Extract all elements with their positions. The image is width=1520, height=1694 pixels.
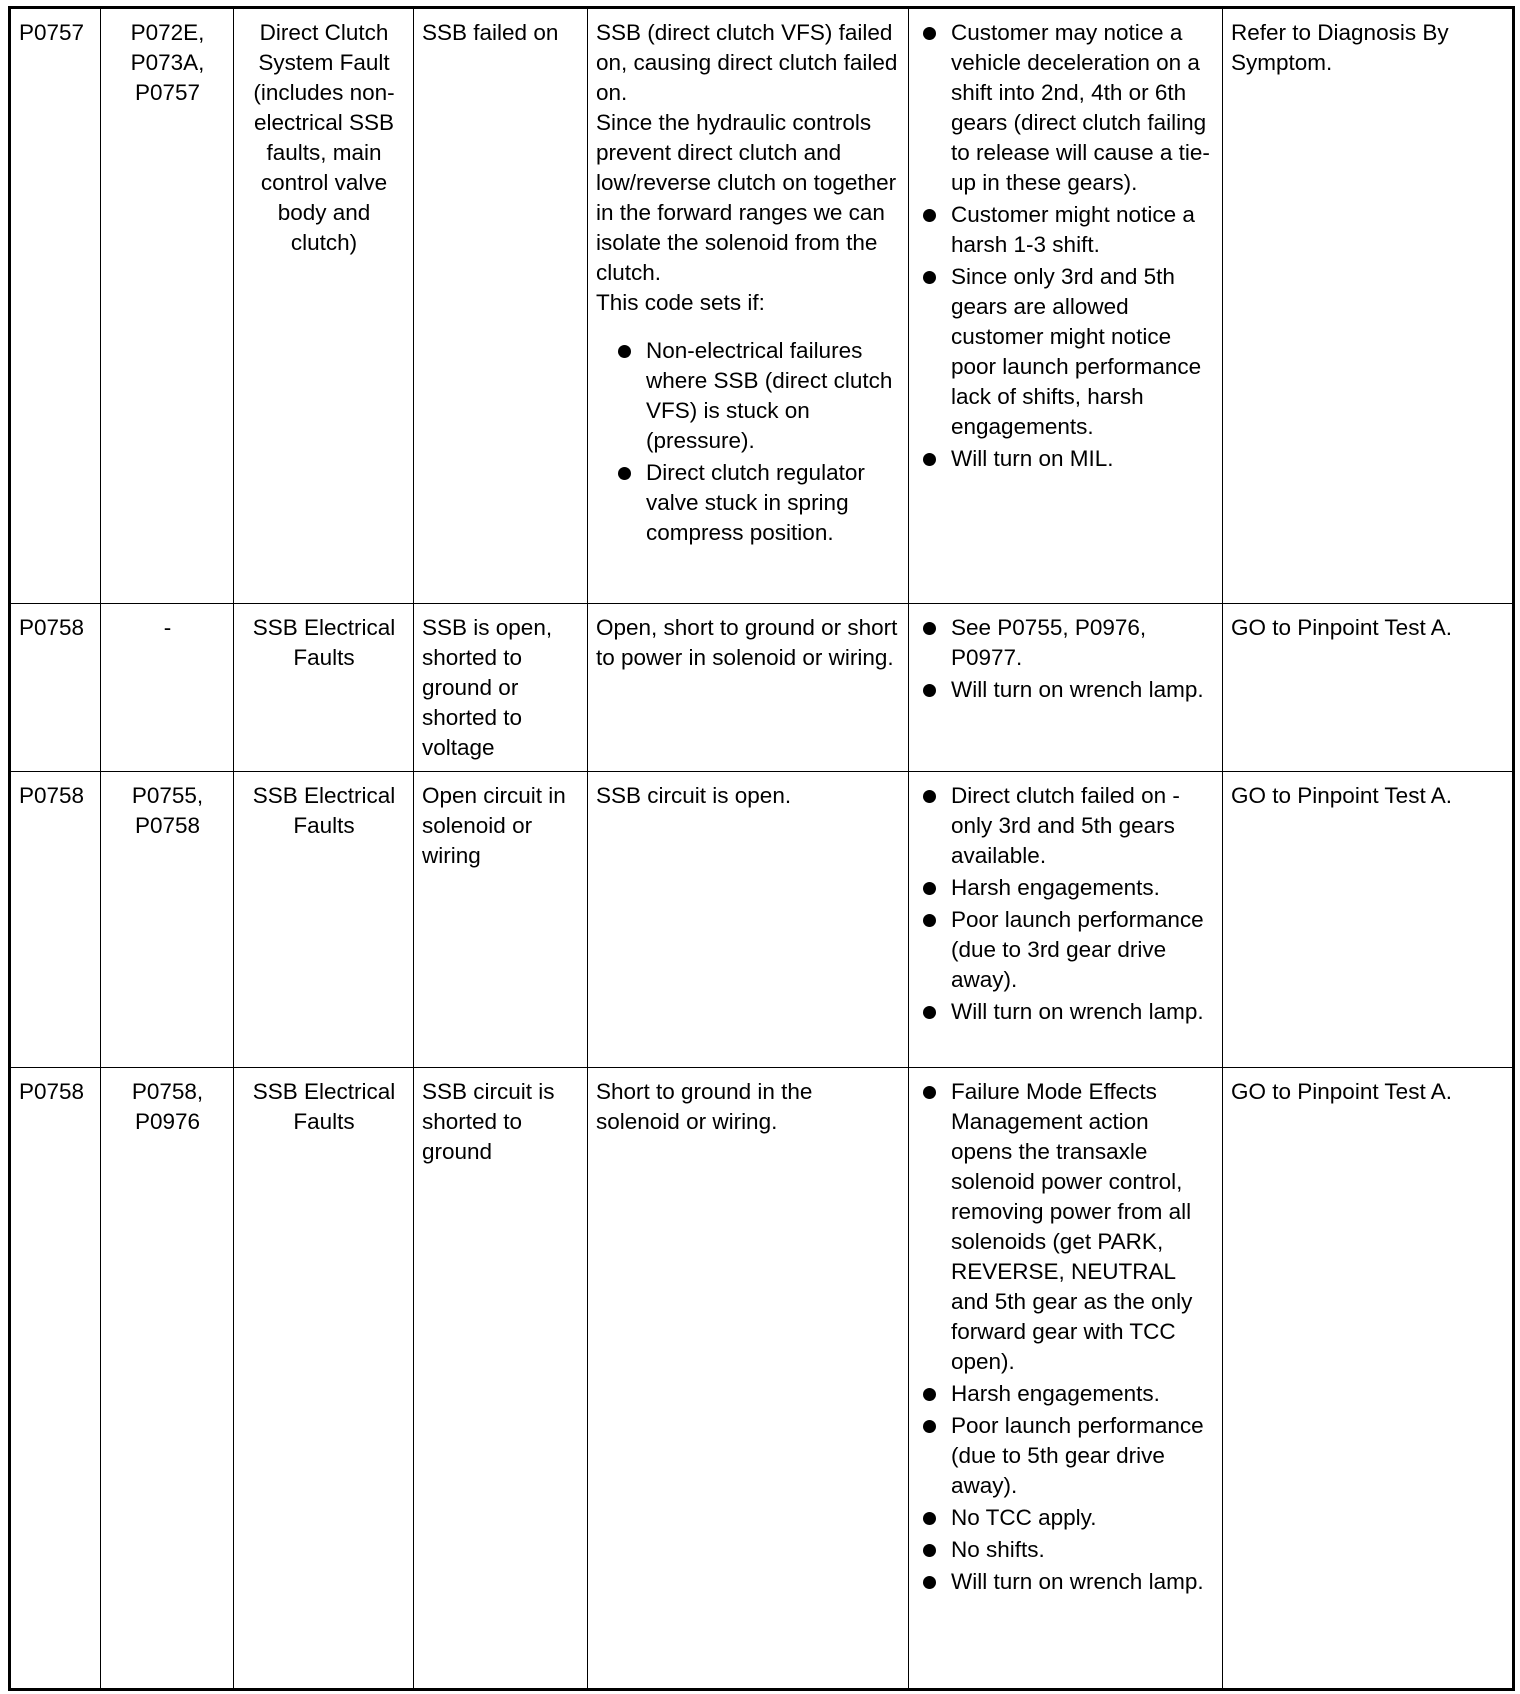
description-text: SSB Electrical Faults: [252, 1079, 396, 1134]
list-item: Non-electrical failures where SSB (direct clutch VFS) is stuck on (pressure).: [612, 336, 901, 456]
cause-text: SSB circuit is open.: [596, 783, 792, 808]
symptoms-cell: [909, 8, 1223, 604]
list-item: Since only 3rd and 5th gears are allowed customer might notice poor launch performance lack of shifts, harsh engagements.: [917, 262, 1215, 442]
condition-cell: [414, 8, 588, 604]
symptom-list: [917, 18, 1215, 474]
description-cell: [234, 772, 414, 1068]
related-code: P072E,: [130, 20, 205, 45]
cause-text: Short to ground in the solenoid or wiring.: [596, 1079, 813, 1134]
dtc-code-cell: [10, 1068, 101, 1690]
related-codes-cell: [101, 8, 234, 604]
list-item: Direct clutch regulator valve stuck in spring compress position.: [612, 458, 901, 548]
table-row: [10, 1068, 1514, 1690]
related-code: P0755,: [131, 783, 204, 808]
cause-text: This code sets if:: [596, 290, 765, 315]
related-codes-cell: [101, 1068, 234, 1690]
related-codes-cell: [101, 772, 234, 1068]
list-item: Will turn on wrench lamp.: [917, 997, 1215, 1027]
cause-text: Since the hydraulic controls prevent direct clutch and low/reverse clutch on together in the forward ranges we can isolate the solenoid from the clutch.: [596, 110, 897, 285]
description-cell: [234, 8, 414, 604]
cause-cell: [588, 1068, 909, 1690]
condition-text: SSB circuit is shorted to ground: [422, 1079, 555, 1164]
table-row: [10, 604, 1514, 772]
action-cell: [1223, 1068, 1514, 1690]
list-item: Will turn on wrench lamp.: [917, 675, 1215, 705]
symptom-list: [917, 613, 1215, 705]
dtc-code: P0758: [19, 615, 85, 640]
action-cell: [1223, 604, 1514, 772]
description-text: Direct Clutch System Fault (includes non-electrical SSB faults, main control valve body and clutch): [253, 20, 395, 255]
action-cell: [1223, 8, 1514, 604]
dtc-code: P0757: [19, 20, 85, 45]
action-text: GO to Pinpoint Test A.: [1231, 783, 1452, 808]
description-cell: [234, 1068, 414, 1690]
action-text: GO to Pinpoint Test A.: [1231, 615, 1452, 640]
dtc-code: P0758: [19, 1079, 85, 1104]
symptoms-cell: [909, 1068, 1223, 1690]
cause-bullet-list: [612, 336, 901, 548]
condition-cell: [414, 604, 588, 772]
condition-text: Open circuit in solenoid or wiring: [422, 783, 566, 868]
table-row: [10, 8, 1514, 604]
list-item: Direct clutch failed on - only 3rd and 5th gears available.: [917, 781, 1215, 871]
related-code: P0758: [134, 813, 201, 838]
list-item: Poor launch performance (due to 3rd gear drive away).: [917, 905, 1215, 995]
related-code: -: [163, 615, 172, 640]
dtc-code-cell: [10, 772, 101, 1068]
list-item: No TCC apply.: [917, 1503, 1215, 1533]
list-item: Harsh engagements.: [917, 1379, 1215, 1409]
action-text: GO to Pinpoint Test A.: [1231, 1079, 1452, 1104]
condition-cell: [414, 772, 588, 1068]
description-text: SSB Electrical Faults: [252, 783, 396, 838]
list-item: Will turn on MIL.: [917, 444, 1215, 474]
list-item: Customer may notice a vehicle deceleration on a shift into 2nd, 4th or 6th gears (direct clutch failing to release will cause a tie-up in these gears).: [917, 18, 1215, 198]
related-code: P0976: [134, 1109, 201, 1134]
dtc-table: [8, 6, 1515, 1691]
dtc-code-cell: [10, 8, 101, 604]
cause-cell: [588, 772, 909, 1068]
condition-text: SSB failed on: [422, 20, 559, 45]
list-item: Failure Mode Effects Management action opens the transaxle solenoid power control, removing power from all solenoids (get PARK, REVERSE, NEUTRAL and 5th gear as the only forward gear with TCC open).: [917, 1077, 1215, 1377]
condition-cell: [414, 1068, 588, 1690]
symptoms-cell: [909, 772, 1223, 1068]
dtc-code: P0758: [19, 783, 85, 808]
action-text: Refer to Diagnosis By Symptom.: [1231, 20, 1449, 75]
list-item: Poor launch performance (due to 5th gear drive away).: [917, 1411, 1215, 1501]
symptom-list: [917, 1077, 1215, 1597]
list-item: Customer might notice a harsh 1-3 shift.: [917, 200, 1215, 260]
symptom-list: [917, 781, 1215, 1027]
cause-text: SSB (direct clutch VFS) failed on, causing direct clutch failed on.: [596, 20, 898, 105]
dtc-code-cell: [10, 604, 101, 772]
list-item: Harsh engagements.: [917, 873, 1215, 903]
related-codes-cell: [101, 604, 234, 772]
list-item: Will turn on wrench lamp.: [917, 1567, 1215, 1597]
list-item: See P0755, P0976, P0977.: [917, 613, 1215, 673]
related-code: P0757: [134, 80, 201, 105]
condition-text: SSB is open, shorted to ground or shorted to voltage: [422, 615, 553, 760]
symptoms-cell: [909, 604, 1223, 772]
action-cell: [1223, 772, 1514, 1068]
cause-cell: [588, 604, 909, 772]
related-code: P0758,: [131, 1079, 204, 1104]
list-item: No shifts.: [917, 1535, 1215, 1565]
description-text: SSB Electrical Faults: [252, 615, 396, 670]
related-code: P073A,: [130, 50, 205, 75]
table-row: [10, 772, 1514, 1068]
description-cell: [234, 604, 414, 772]
cause-text: Open, short to ground or short to power in solenoid or wiring.: [596, 615, 898, 670]
cause-cell: [588, 8, 909, 604]
